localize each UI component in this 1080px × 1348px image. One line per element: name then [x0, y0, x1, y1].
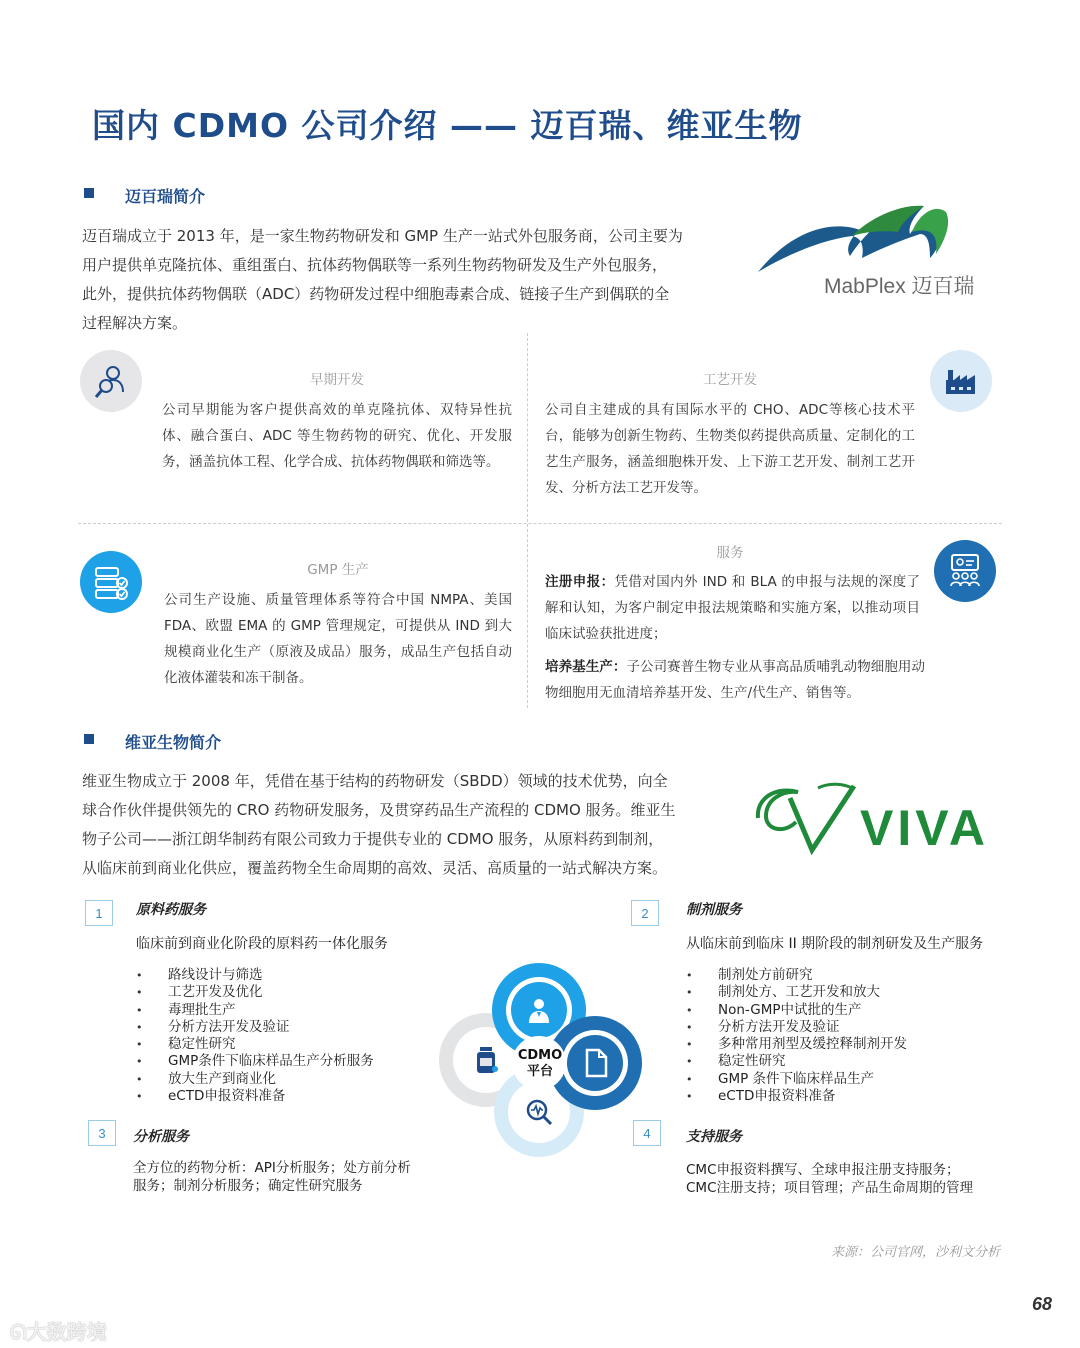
mabplex-logo-text: MabPlex 迈百瑞 — [824, 275, 975, 298]
service-title-api: 原料药服务 — [136, 902, 206, 918]
service-number-2: 2 — [631, 900, 659, 926]
list-item: • eCTD申报资料准备 — [136, 1088, 374, 1105]
viva-intro — [82, 767, 722, 883]
service-subtitle-api: 临床前到商业化阶段的原料药一体化服务 — [136, 936, 388, 952]
list-item: • GMP条件下临床样品生产分析服务 — [136, 1053, 374, 1070]
service-number-4: 4 — [633, 1120, 661, 1146]
person-search-icon — [80, 350, 142, 412]
viva-logo — [752, 778, 989, 860]
mabplex-intro — [82, 222, 722, 338]
watermark — [10, 1316, 107, 1345]
quadrant-divider-horizontal — [78, 523, 1002, 524]
service-text-analysis — [133, 1160, 411, 1195]
watermark-text: 大数跨境 — [26, 1320, 107, 1344]
mabplex-logo — [752, 200, 1002, 300]
scientist-icon — [524, 995, 554, 1025]
list-item: • 分析方法开发及验证 — [136, 1019, 374, 1036]
page-title: 国内 CDMO 公司介绍 —— 迈百瑞、维亚生物 — [92, 106, 803, 145]
list-item: • eCTD申报资料准备 — [686, 1088, 907, 1105]
quadrant-divider-vertical — [527, 333, 528, 708]
section-heading-mabplex: 迈百瑞简介 — [125, 187, 206, 206]
list-item: • 稳定性研究 — [136, 1036, 374, 1053]
service-label-registration: 注册申报： — [545, 574, 615, 590]
quadrant-title-early: 早期开发 — [310, 372, 364, 388]
service-subtitle-formulation: 从临床前到临床 II 期阶段的制剂研发及生产服务 — [686, 936, 984, 952]
service-text-support — [686, 1162, 973, 1197]
text-line: CMC注册支持；项目管理；产品生命周期的管理 — [686, 1179, 973, 1196]
quadrant-title-gmp: GMP 生产 — [307, 562, 369, 578]
analysis-magnifier-icon — [524, 1097, 554, 1127]
presentation-team-icon — [934, 540, 996, 602]
service-label-media: 培养基生产： — [545, 659, 627, 675]
page-number: 68 — [1031, 1294, 1052, 1314]
service-list-api — [136, 967, 374, 1105]
list-item: • 制剂处方前研究 — [686, 967, 907, 984]
cdmo-label-line2: 平台 — [526, 1064, 553, 1079]
intro-line: 过程解决方案。 — [82, 314, 188, 332]
section-heading-viva: 维亚生物简介 — [125, 733, 222, 752]
watermark-logo-icon: ᘏ — [10, 1320, 27, 1344]
list-item: • 稳定性研究 — [686, 1053, 907, 1070]
service-number-3: 3 — [88, 1120, 116, 1146]
list-item: • Non-GMP中试批的生产 — [686, 1002, 907, 1019]
quadrant-text-gmp: 公司生产设施、质量管理体系等符合中国 NMPA、美国 FDA、欧盟 EMA 的 GMP 管理规定，可提供从 IND 到大规模商业化生产（原液及成品）服务，成品生产包括自动化液体灌装和冻干制备。 — [164, 592, 512, 686]
source-note: 来源：公司官网，沙利文分析 — [830, 1245, 1000, 1260]
cdmo-platform-label — [510, 1048, 570, 1080]
list-item: • 工艺开发及优化 — [136, 984, 374, 1001]
quadrant-text-process: 公司自主建成的具有国际水平的 CHO、ADC等核心技术平台，能够为创新生物药、生物类似药提供高质量、定制化的工艺生产服务，涵盖细胞株开发、上下游工艺开发、制剂工艺开发、分析方法工艺开发等。 — [545, 402, 915, 496]
text-line: 全方位的药物分析：API分析服务；处方前分析 — [133, 1160, 411, 1176]
section-marker — [84, 188, 94, 198]
list-item: • 路线设计与筛选 — [136, 967, 374, 984]
service-title-support: 支持服务 — [686, 1129, 742, 1145]
intro-line: 迈百瑞成立于 2013 年，是一家生物药物研发和 GMP 生产一站式外包服务商，公司主要为 — [82, 227, 683, 245]
intro-line: 物子公司——浙江朗华制药有限公司致力于提供专业的 CDMO 服务，从原料药到制剂， — [82, 830, 664, 848]
cdmo-platform-diagram — [438, 960, 643, 1165]
list-item: • 分析方法开发及验证 — [686, 1019, 907, 1036]
list-item: • 制剂处方、工艺开发和放大 — [686, 984, 907, 1001]
text-line: 服务；制剂分析服务；确定性研究服务 — [133, 1177, 363, 1194]
list-item: • GMP 条件下临床样品生产 — [686, 1071, 907, 1088]
quadrant-text-service-registration — [545, 569, 920, 647]
service-text-media: 子公司赛普生物专业从事高品质哺乳动物细胞用动物细胞用无血清培养基开发、生产/代生产、销售等。 — [545, 659, 926, 701]
medicine-bottle-icon — [472, 1045, 500, 1075]
quadrant-title-process: 工艺开发 — [703, 372, 757, 388]
service-title-formulation: 制剂服务 — [686, 902, 742, 918]
cdmo-label-line1: CDMO — [517, 1048, 563, 1063]
document-icon — [582, 1048, 610, 1078]
section-marker — [84, 734, 94, 744]
text-line: CMC申报资料撰写、全球申报注册支持服务； — [686, 1162, 960, 1178]
quadrant-text-service-media — [545, 654, 925, 706]
factory-icon — [930, 350, 992, 412]
viva-logo-text: VIVA — [860, 800, 989, 856]
intro-line: 此外，提供抗体药物偶联（ADC）药物研发过程中细胞毒素合成、链接子生产到偶联的全 — [82, 285, 670, 303]
service-number-1: 1 — [85, 900, 113, 926]
intro-line: 球合作伙伴提供领先的 CRO 药物研发服务，及贯穿药品生产流程的 CDMO 服务。维亚生 — [82, 801, 676, 819]
list-item: • 多种常用剂型及缓控释制剂开发 — [686, 1036, 907, 1053]
intro-line: 从临床前到商业化供应，覆盖药物全生命周期的高效、灵活、高质量的一站式解决方案。 — [82, 859, 668, 877]
list-item: • 放大生产到商业化 — [136, 1071, 374, 1088]
quadrant-title-service: 服务 — [716, 545, 744, 561]
list-item: • 毒理批生产 — [136, 1002, 374, 1019]
checklist-icon — [80, 551, 142, 613]
quadrant-text-early: 公司早期能为客户提供高效的单克隆抗体、双特异性抗体、融合蛋白、ADC 等生物药物的研究、优化、开发服务，涵盖抗体工程、化学合成、抗体药物偶联和筛选等。 — [162, 402, 512, 470]
service-text-registration: 凭借对国内外 IND 和 BLA 的申报与法规的深度了解和认知，为客户制定申报法规策略和实施方案，以推动项目临床试验获批进度； — [545, 574, 921, 642]
intro-line: 维亚生物成立于 2008 年，凭借在基于结构的药物研发（SBDD）领域的技术优势，向全 — [82, 772, 668, 790]
service-list-formulation — [686, 967, 907, 1105]
intro-line: 用户提供单克隆抗体、重组蛋白、抗体药物偶联等一系列生物药物研发及生产外包服务， — [82, 256, 668, 274]
service-title-analysis: 分析服务 — [133, 1129, 189, 1145]
